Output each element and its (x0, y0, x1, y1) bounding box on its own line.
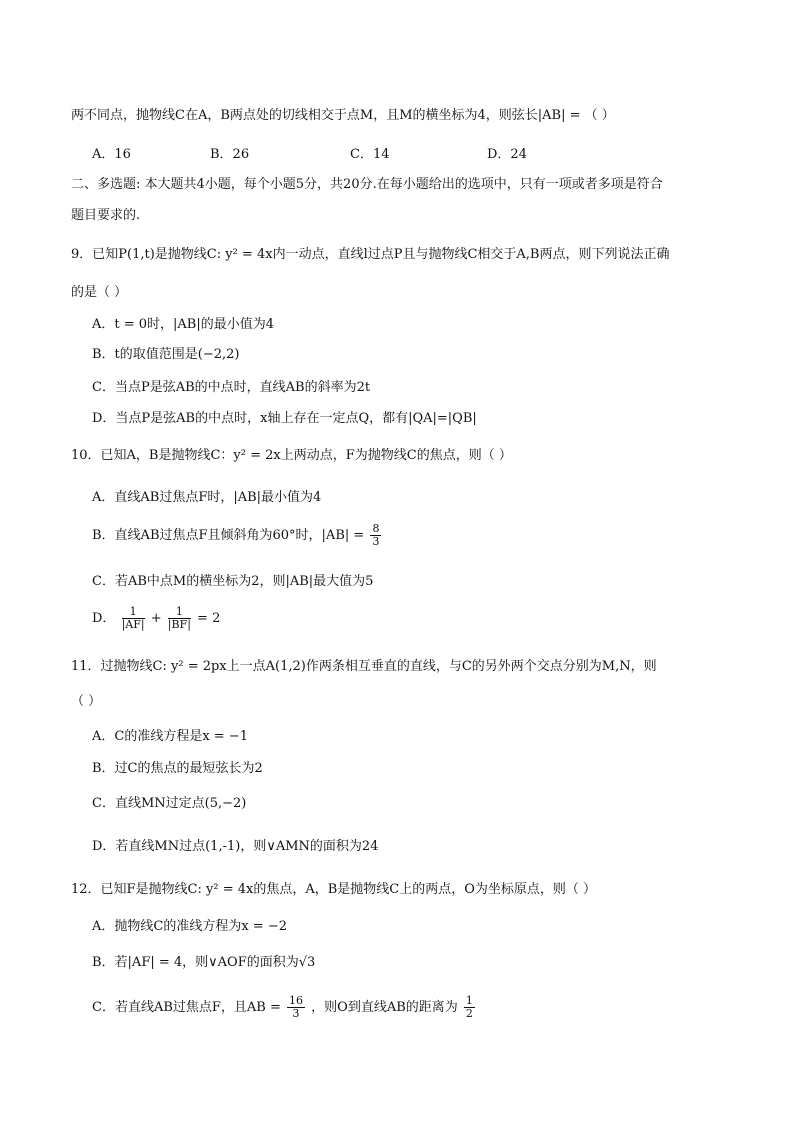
q12-option-c: C．若直线AB过焦点F，且AB = $\frac{16}{3}$ ，则O到直线AB的距离为 $\frac{1}{2}$ (92, 994, 473, 1020)
q10-option-b-text: B．直线AB过焦点F且倾斜角为60°时，|AB| = (92, 528, 365, 543)
q8-option-d: D．24 (487, 147, 527, 162)
q8-option-c: C．14 (350, 147, 390, 162)
q11-option-b: B．过C的焦点的最短弦长为2 (92, 761, 263, 776)
q9-option-a: A．t = 0时，|AB|的最小值为4 (92, 317, 275, 332)
q11-stem-cont: （ ） (71, 694, 102, 709)
q12-option-c-text: C．若直线AB过焦点F，且AB = (92, 1000, 281, 1015)
q9-stem-cont: 的是（ ） (71, 285, 128, 300)
q12-option-a: A．抛物线C的准线方程为x = −2 (92, 919, 287, 934)
q9-option-c: C．当点P是弦AB的中点时，直线AB的斜率为2t (92, 380, 371, 395)
q9-option-b: B．t的取值范围是(−2,2) (92, 347, 240, 362)
q10-option-a: A．直线AB过焦点F时，|AB|最小值为4 (92, 490, 322, 505)
q11-option-d: D．若直线MN过点(1,-1)，则∨AMN的面积为24 (92, 839, 379, 854)
q11-stem: 11．过抛物线C: y² = 2px上一点A(1,2)作两条相互垂直的直线，与C的另外两个交点分别为M,N，则 (71, 659, 657, 674)
fraction: $\frac{1}{|AF|}$ (121, 605, 145, 631)
q10-option-c: C．若AB中点M的横坐标为2，则|AB|最大值为5 (92, 574, 374, 589)
fraction: $\frac{16}{3}$ (289, 994, 304, 1020)
section-title: 二、多选题: 本大题共4小题，每个小题5分，共20分.在每小题给出的选项中，只有一项或者多项是符合 (71, 177, 663, 192)
q12-stem: 12．已知F是抛物线C: y² = 4x的焦点，A，B是抛物线C上的两点，O为坐标原点，则（ ） (71, 882, 597, 897)
q8-stem-tail: 两不同点，抛物线C在A，B两点处的切线相交于点M，且M的横坐标为4，则弦长|AB| = （ ） (71, 108, 615, 123)
section-title-cont: 题目要求的. (71, 208, 141, 223)
q12-option-b: B．若|AF| = 4，则∨AOF的面积为√3 (92, 955, 316, 970)
q11-option-c: C．直线MN过定点(5,−2) (92, 796, 247, 811)
fraction: $\frac{1}{|BF|}$ (167, 605, 191, 631)
q9-stem: 9．已知P(1,t)是抛物线C: y² = 4x内一动点，直线l过点P且与抛物线C相交于A,B两点，则下列说法正确 (71, 247, 670, 262)
q9-option-d: D．当点P是弦AB的中点时，x轴上存在一定点Q，都有|QA|=|QB| (92, 411, 477, 426)
q11-option-a: A．C的准线方程是x = −1 (92, 729, 248, 744)
q10-option-d: D． $\frac{1}{|AF|}$ + $\frac{1}{|BF|}$ = 2 (92, 605, 221, 631)
fraction: $\frac{8}{3}$ (372, 522, 380, 548)
q8-option-b: B．26 (210, 147, 250, 162)
q10-stem: 10．已知A，B是抛物线C：y² = 2x上两动点，F为抛物线C的焦点，则（ ） (71, 448, 512, 463)
fraction: $\frac{1}{2}$ (465, 994, 473, 1020)
q8-option-a: A．16 (92, 147, 131, 162)
q10-option-b (92, 523, 383, 548)
